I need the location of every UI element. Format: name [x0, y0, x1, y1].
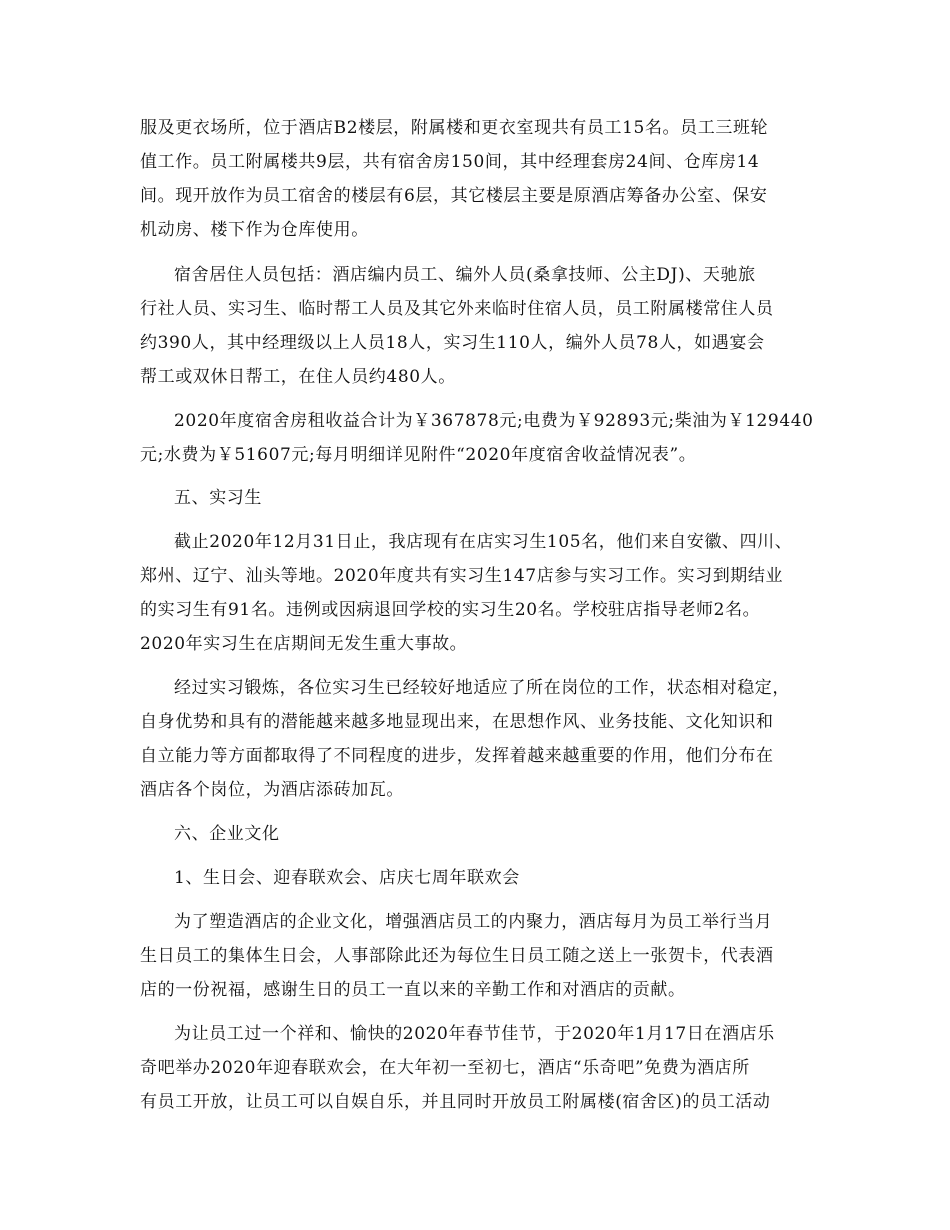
text-line: 服及更衣场所，位于酒店B2楼层，附属楼和更衣室现共有员工15名。员工三班轮: [140, 118, 769, 138]
text-line: 店的一份祝福，感谢生日的员工一直以来的辛勤工作和对酒店的贡献。: [140, 980, 686, 1000]
paragraph-first-line: 为让员工过一个祥和、愉快的2020年春节佳节，于2020年1月17日在酒店乐: [174, 1024, 775, 1044]
text-line: 奇吧举办2020年迎春联欢会，在大年初一至初七，酒店“乐奇吧”免费为酒店所: [140, 1058, 750, 1078]
text-line: 元;水费为￥51607元;每月明细详见附件“2020年度宿舍收益情况表”。: [140, 445, 697, 465]
text-line: 间。现开放作为员工宿舍的楼层有6层，其它楼层主要是原酒店筹备办公室、保安: [140, 186, 768, 206]
section-heading-internship: 五、实习生: [174, 488, 262, 508]
paragraph-first-line: 2020年度宿舍房租收益合计为￥367878元;电费为￥92893元;柴油为￥129440: [174, 411, 814, 431]
text-line: 机动房、楼下作为仓库使用。: [140, 220, 369, 240]
text-line: 帮工或双休日帮工，在住人员约480人。: [140, 367, 456, 387]
subsection-heading: 1、生日会、迎春联欢会、店庆七周年联欢会: [174, 868, 520, 888]
text-line: 自立能力等方面都取得了不同程度的进步，发挥着越来越重要的作用，他们分布在: [140, 746, 774, 766]
text-line: 值工作。员工附属楼共9层，共有宿舍房150间，其中经理套房24间、仓库房14: [140, 152, 760, 172]
paragraph-first-line: 为了塑造酒店的企业文化，增强酒店员工的内聚力，酒店每月为员工举行当月: [174, 912, 773, 932]
text-line: 自身优势和具有的潜能越来越多地显现出来，在思想作风、业务技能、文化知识和: [140, 712, 774, 732]
text-line: 有员工开放，让员工可以自娱自乐，并且同时开放员工附属楼(宿舍区)的员工活动: [140, 1092, 771, 1112]
text-line: 酒店各个岗位，为酒店添砖加瓦。: [140, 780, 404, 800]
text-line: 生日员工的集体生日会，人事部除此还为每位生日员工随之送上一张贺卡，代表酒: [140, 946, 774, 966]
paragraph-first-line: 截止2020年12月31日止，我店现有在店实习生105名，他们来自安徽、四川、: [174, 532, 793, 552]
text-line: 的实习生有91名。违例或因病退回学校的实习生20名。学校驻店指导老师2名。: [140, 600, 761, 620]
section-heading-culture: 六、企业文化: [174, 824, 280, 844]
paragraph-first-line: 宿舍居住人员包括：酒店编内员工、编外人员(桑拿技师、公主DJ)、天驰旅: [174, 265, 756, 285]
text-line: 2020年实习生在店期间无发生重大事故。: [140, 634, 468, 654]
text-line: 行社人员、实习生、临时帮工人员及其它外来临时住宿人员，员工附属楼常住人员: [140, 299, 774, 319]
paragraph-first-line: 经过实习锻炼，各位实习生已经较好地适应了所在岗位的工作，状态相对稳定，: [174, 678, 790, 698]
text-line: 郑州、辽宁、汕头等地。2020年度共有实习生147店参与实习工作。实习到期结业: [140, 566, 784, 586]
text-line: 约390人，其中经理级以上人员18人，实习生110人，编外人员78人，如遇宴会: [140, 333, 765, 353]
